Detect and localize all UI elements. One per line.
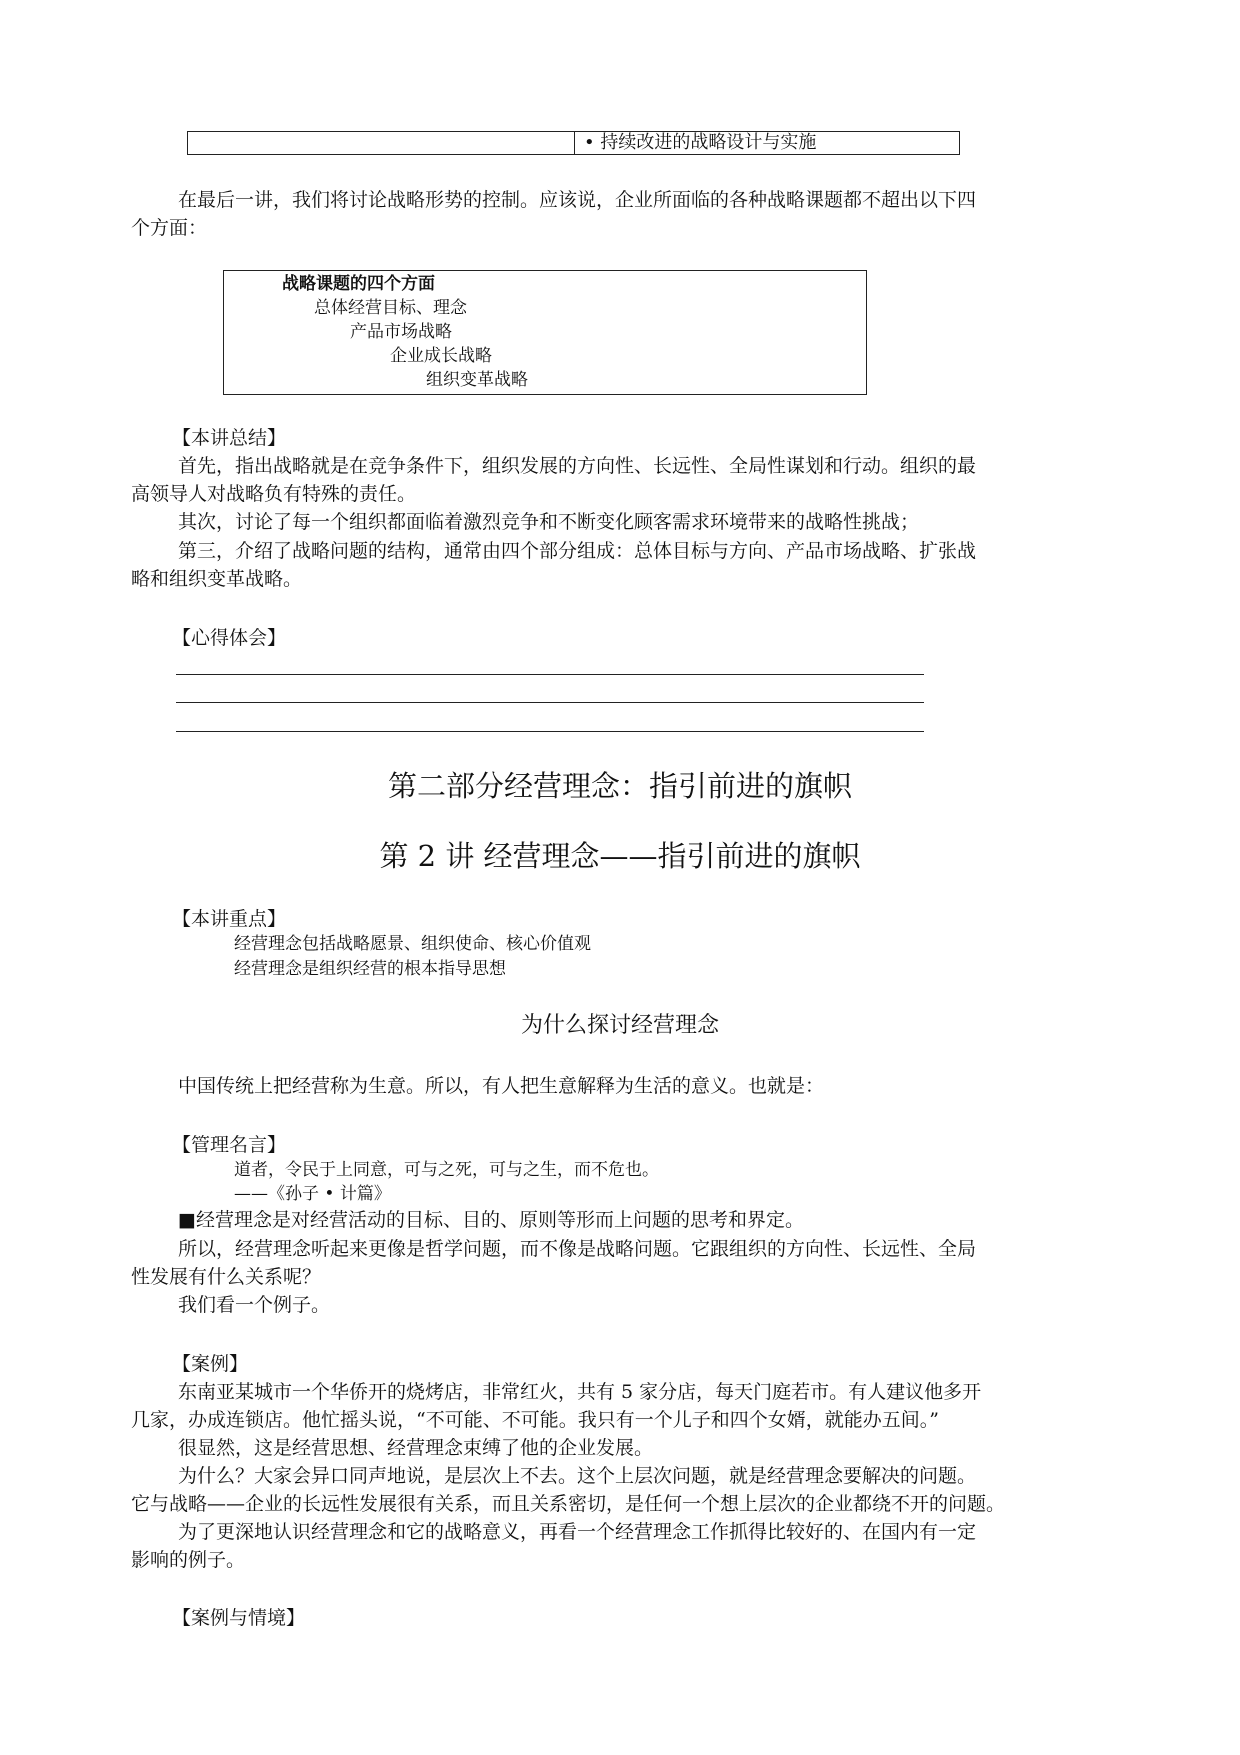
aspect-item: 企业成长战略 <box>390 346 492 366</box>
reflection-heading: 【心得体会】 <box>172 627 287 649</box>
lecture-title: 第 2 讲 经营理念——指引前进的旗帜 <box>379 839 861 873</box>
summary-heading: 【本讲总结】 <box>172 427 287 449</box>
why-paragraph: 中国传统上把经营称为生意。所以，有人把生意解释为生活的意义。也就是： <box>178 1075 825 1097</box>
part-title: 第二部分经营理念：指引前进的旗帜 <box>387 769 852 803</box>
section-title: 为什么探讨经营理念 <box>520 1013 719 1038</box>
summary-p3-line2: 略和组织变革战略。 <box>131 568 303 590</box>
four-aspects-title: 战略课题的四个方面 <box>282 274 435 294</box>
case-p1-line1: 东南亚某城市一个华侨开的烧烤店，非常红火，共有 5 家分店，每天门庭若市。有人建议他多开 <box>178 1381 982 1403</box>
quote-text: 道者，令民于上同意，可与之死，可与之生，而不危也。 <box>234 1160 659 1180</box>
case-p1-line2: 几家，办成连锁店。他忙摇头说，“不可能、不可能。我只有一个儿子和四个女婿，就能办五间。” <box>131 1409 939 1431</box>
case-p3-line2: 它与战略——企业的长远性发展很有关系，而且关系密切，是任何一个想上层次的企业都绕不开的问题。 <box>131 1493 1006 1515</box>
table-cell-item: • 持续改进的战略设计与实施 <box>584 132 817 153</box>
reflection-line <box>176 674 924 675</box>
aspect-item: 组织变革战略 <box>426 370 528 390</box>
definition-paragraph: ■经营理念是对经营活动的目标、目的、原则等形而上问题的思考和界定。 <box>178 1209 804 1231</box>
continuation-table <box>187 131 960 155</box>
table-cell-empty <box>188 132 575 154</box>
case-p2: 很显然，这是经营思想、经营理念束缚了他的企业发展。 <box>178 1437 654 1459</box>
case-heading: 【案例】 <box>172 1353 249 1375</box>
question-line-1: 所以，经营理念听起来更像是哲学问题，而不像是战略问题。它跟组织的方向性、长远性、全局 <box>178 1238 977 1260</box>
case-p4-line2: 影响的例子。 <box>131 1549 246 1571</box>
quote-source: ——《孙子 • 计篇》 <box>234 1184 391 1204</box>
key-point-item: 经营理念包括战略愿景、组织使命、核心价值观 <box>234 934 591 954</box>
quote-heading: 【管理名言】 <box>172 1134 287 1156</box>
intro-line-2: 个方面： <box>131 217 208 239</box>
summary-p2: 其次，讨论了每一个组织都面临着激烈竞争和不断变化顾客需求环境带来的战略性挑战； <box>178 511 920 533</box>
summary-p1-line2: 高领导人对战略负有特殊的责任。 <box>131 483 417 505</box>
aspect-item: 总体经营目标、理念 <box>314 298 467 318</box>
case-p3-line1: 为什么？大家会异口同声地说，是层次上不去。这个上层次问题，就是经营理念要解决的问题。 <box>178 1465 977 1487</box>
intro-line-1: 在最后一讲，我们将讨论战略形势的控制。应该说，企业所面临的各种战略课题都不超出以下四 <box>178 189 977 211</box>
reflection-line <box>176 702 924 703</box>
summary-p1-line1: 首先，指出战略就是在竞争条件下，组织发展的方向性、长远性、全局性谋划和行动。组织的最 <box>178 455 977 477</box>
case-p4-line1: 为了更深地认识经营理念和它的战略意义，再看一个经营理念工作抓得比较好的、在国内有一定 <box>178 1521 977 1543</box>
reflection-line <box>176 731 924 732</box>
case-scenario-heading: 【案例与情境】 <box>172 1607 306 1629</box>
four-aspects-box <box>223 270 867 395</box>
key-points-heading: 【本讲重点】 <box>172 908 287 930</box>
summary-p3-line1: 第三，介绍了战略问题的结构，通常由四个部分组成：总体目标与方向、产品市场战略、扩张战 <box>178 540 977 562</box>
key-point-item: 经营理念是组织经营的根本指导思想 <box>234 959 506 979</box>
question-line-2: 性发展有什么关系呢？ <box>131 1266 322 1288</box>
question-line-3: 我们看一个例子。 <box>178 1294 331 1316</box>
aspect-item: 产品市场战略 <box>350 322 452 342</box>
